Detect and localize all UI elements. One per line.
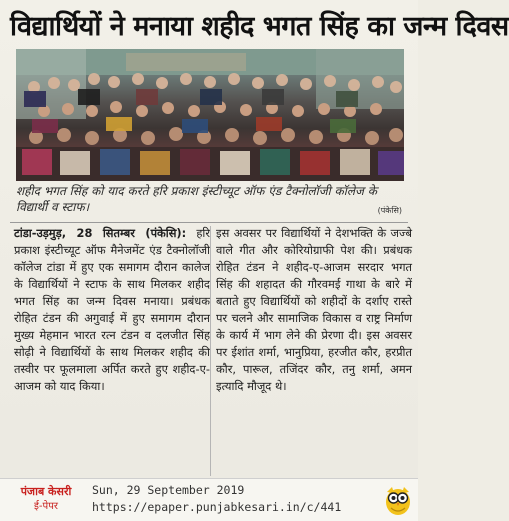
owl-icon [384,484,412,516]
epaper-footer [0,478,418,521]
brand-subtitle: ई-पेपर [34,501,58,512]
group-photo-image [16,49,404,181]
article-paragraph-1 [14,225,210,395]
publication-url[interactable]: https://epaper.punjabkesari.in/c/441 [92,500,342,514]
column-divider [210,226,211,476]
article-body-left: हरि प्रकाश इंस्टीच्यूट ऑफ मैनेजमेंट एंड टैक्नोलॉजी कॉलेज टांडा में हुए एक समागम दौरान कालेज के विद्यार्थियों ने स्टाफ के साथ मिलकर शहीद भगत सिंह का जन्म दिवस मनाया। प्रबंधक रोहित टंडन की अगुवाई में हुए समागम दौरान मुख्य मेहमान भारत रत्न टंडन व दलजीत सिंह सोढ़ी ने विद्यार्थियों के साथ मिलकर शहीद की तस्वीर पर फूलमाला अर्पित करते हुए शहीद-ए-आजम को याद किया। [14,226,211,393]
brand-name: पंजाब केसरी [20,485,72,498]
headline: विद्यार्थियों ने मनाया शहीद भगत सिंह का जन्म दिवस [10,11,509,42]
caption-text: शहीद भगत सिंह को याद करते हरि प्रकाश इंस्टीच्यूट ऑफ एंड टैक्नोलॉजी कॉलेज के विद्यार्थी व स्टाफ। [16,184,377,214]
article-column-right [216,225,412,477]
dateline: टांडा-उड़मुड़, 28 सितम्बर (पंकेसि): [14,226,187,240]
caption-divider [10,222,408,223]
caption-credit: (पंकेसि) [377,206,402,215]
publication-date: Sun, 29 September 2019 [92,483,245,497]
news-photo [16,49,404,181]
article-paragraph-2: इस अवसर पर विद्यार्थियों ने देशभक्ति के जज्बे वाले गीत और कोरियोग्राफी पेश की। प्रबंधक रोहित टंडन ने शहीद-ए-आजम सरदार भगत सिंह की शहादत की गौरवमई गाथा के बारे में बताते हुए विद्यार्थियों को शहीदों के दर्शाए रास्ते पर चलने और सामाजिक विकास व राष्ट्र निर्माण के कार्य में भाग लेने की प्रेरणा दी। इस अवसर पर ईशांत शर्मा, भानुप्रिया, हरजीत कौर, हरप्रीत कौर, पारूल, तजिंदर कौर, तनु शर्मा, अमन इत्यादि मौजूद थे। [216,226,412,393]
publication-meta [92,482,362,516]
brand-logo[interactable] [10,484,82,516]
photo-caption [16,183,404,221]
article-column-left [14,225,210,477]
